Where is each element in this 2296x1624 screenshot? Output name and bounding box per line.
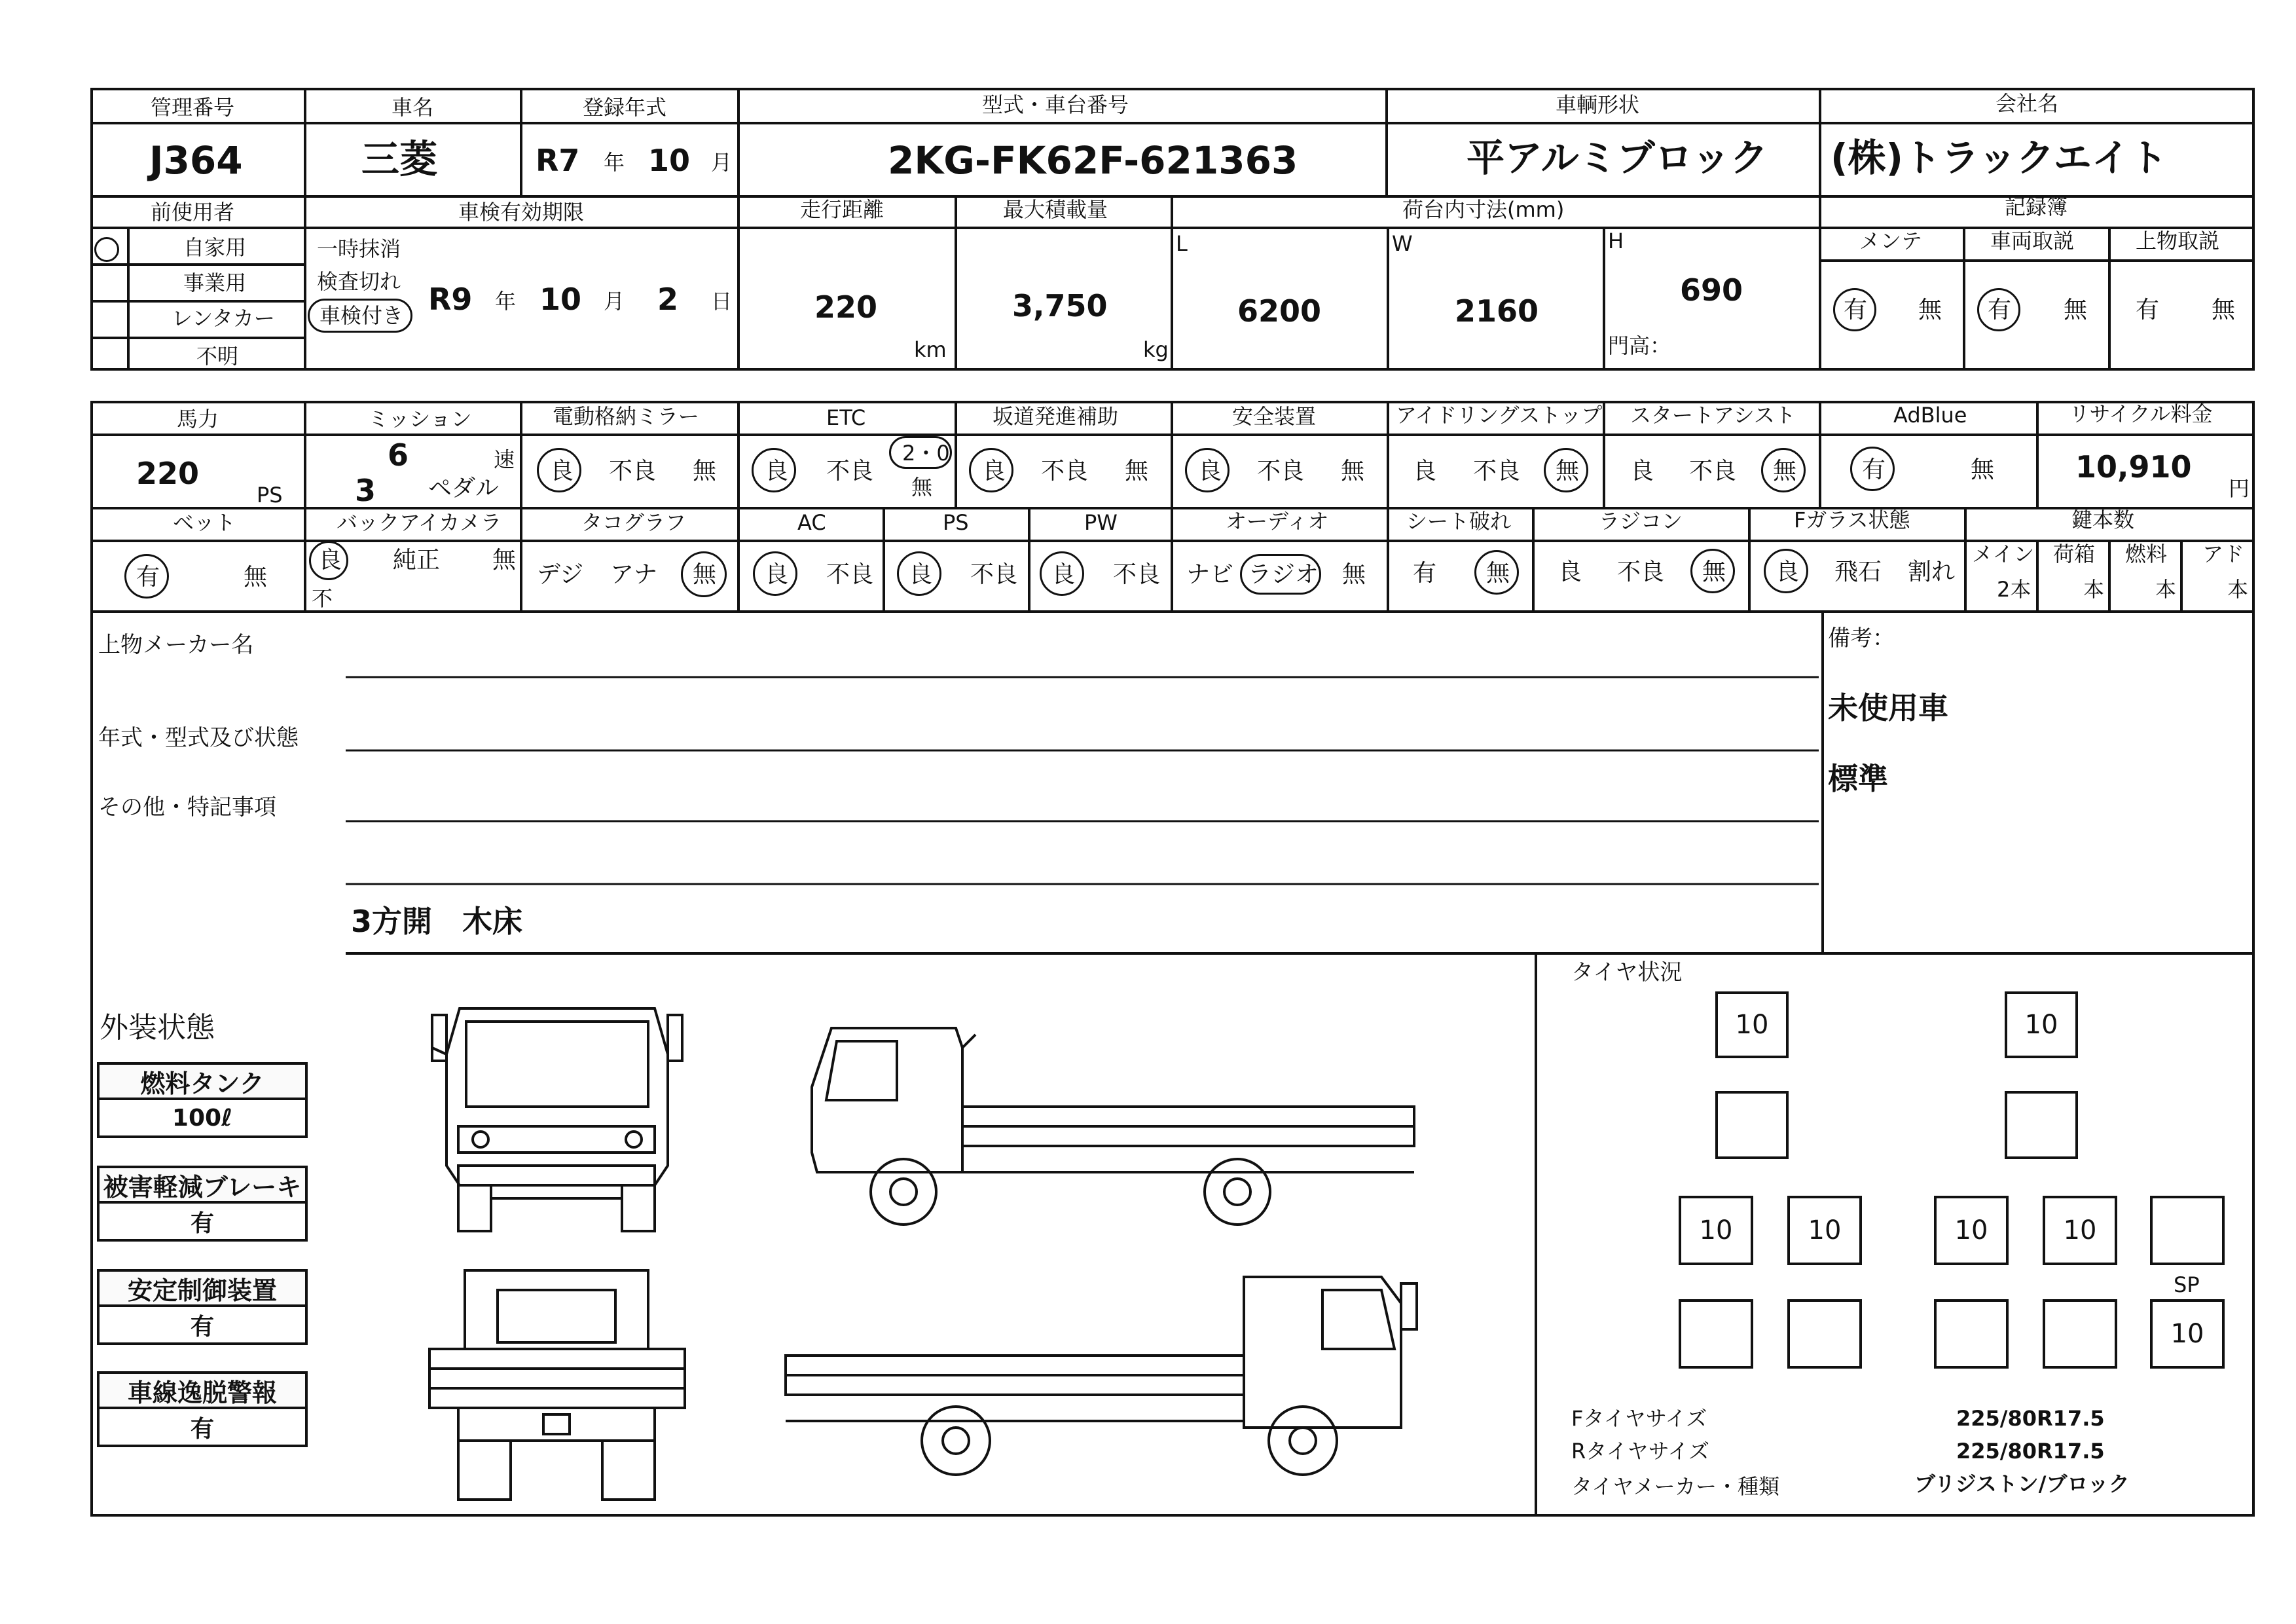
bed-yes: 有 [136, 564, 160, 591]
inspect-year-unit: 年 [495, 289, 517, 314]
hp-value: 220 [136, 456, 200, 491]
idle-bad: 不良 [1473, 458, 1521, 485]
header-ps: PS [943, 510, 969, 535]
record-maint-no: 無 [1918, 297, 1942, 323]
tire-rear-right-inner: 10 [1934, 1196, 2009, 1265]
start-good: 良 [1630, 458, 1654, 485]
mirror-none: 無 [693, 458, 717, 485]
truck-rear-view-drawing [429, 1270, 685, 1500]
recycle-value: 10,910 [2075, 449, 2192, 485]
tire-extra-slot [2150, 1196, 2225, 1265]
car-name-value: 三菱 [361, 137, 438, 181]
inspect-opt-deregistered: 一時抹消 [317, 236, 401, 261]
camera-genuine: 純正 [393, 547, 441, 574]
mileage-value: 220 [814, 289, 878, 325]
inspect-day-value: 2 [657, 282, 679, 317]
tire-rear-left-inner: 10 [1787, 1196, 1862, 1265]
ac-bad: 不良 [826, 561, 874, 588]
mission-speed-value: 6 [388, 437, 409, 473]
header-keys: 鍵本数 [2071, 507, 2135, 532]
header-company: 会社名 [1995, 91, 2059, 116]
inspect-day-unit: 日 [711, 289, 733, 314]
inspect-month-unit: 月 [604, 289, 625, 314]
key-box-count: 本 [2083, 577, 2105, 602]
lane-departure-label: 車線逸脱警報 [97, 1371, 308, 1409]
mileage-unit: km [914, 337, 947, 362]
seat-yes: 有 [1413, 560, 1437, 587]
truck-side-view-2-drawing [786, 1277, 1417, 1475]
cargo-h-label: H [1608, 229, 1624, 253]
header-radio-control: ラジコン [1599, 509, 1683, 534]
prev-user-business: 事業用 [183, 270, 247, 295]
header-body-shape: 車輌形状 [1556, 92, 1640, 117]
key-ad-count: 本 [2227, 577, 2249, 602]
seat-no: 無 [1486, 560, 1510, 587]
tire-rear-right-inner-2 [1934, 1299, 2009, 1369]
fuel-tank-label: 燃料タンク [97, 1062, 308, 1100]
header-mirror: 電動格納ミラー [553, 404, 700, 429]
camera-good: 良 [318, 547, 342, 574]
cargo-w-label: W [1392, 231, 1413, 256]
reg-era-value: R7 [536, 143, 580, 178]
camera-bad: 不 [312, 586, 333, 611]
hp-unit: PS [257, 483, 283, 507]
mission-pedal-value: 3 [355, 473, 376, 508]
camera-none: 無 [492, 547, 517, 574]
adblue-none: 無 [1971, 456, 1995, 483]
tire-rear-right-outer-2 [2043, 1299, 2117, 1369]
key-fuel-label: 燃料 [2125, 542, 2168, 566]
mirror-bad: 不良 [609, 458, 657, 485]
safety-good: 良 [1198, 458, 1222, 485]
key-main-count: 2本 [1997, 577, 2032, 602]
other-notes-label: その他・特記事項 [98, 794, 276, 821]
pw-bad: 不良 [1113, 561, 1161, 588]
glass-good: 良 [1776, 559, 1800, 585]
tire-status-title: タイヤ状況 [1571, 959, 1683, 986]
cargo-w-value: 2160 [1455, 293, 1539, 329]
tire-maker-value: ブリジストン/ブロック [1914, 1471, 2130, 1496]
prev-user-private: 自家用 [183, 235, 247, 260]
collision-brake-label: 被害軽減ブレーキ [97, 1166, 308, 1204]
recycle-unit: 円 [2229, 476, 2250, 501]
key-fuel-count: 本 [2155, 577, 2177, 602]
glass-crack: 割れ [1908, 559, 1956, 585]
idle-good: 良 [1413, 458, 1437, 485]
prev-user-rental: レンタカー [172, 306, 275, 331]
etc-version: 2・0 [902, 441, 950, 466]
mission-pedal-unit: ペダル [428, 475, 500, 502]
tacho-none: 無 [693, 561, 717, 588]
company-value: (株)トラックエイト [1831, 136, 2168, 180]
reg-month-unit: 月 [711, 150, 733, 175]
inspect-opt-expired: 検査切れ [317, 269, 401, 294]
header-mgmt-no: 管理番号 [151, 95, 235, 120]
header-hill-assist: 坂道発進補助 [993, 404, 1119, 429]
tire-rear-left-outer: 10 [1679, 1196, 1753, 1265]
fuel-tank-value: 100ℓ [97, 1100, 308, 1138]
radiocon-good: 良 [1558, 559, 1582, 585]
glass-stone: 飛石 [1834, 559, 1882, 585]
spare-label: SP [2174, 1272, 2200, 1297]
collision-brake-value: 有 [97, 1204, 308, 1242]
audio-radio: ラジオ [1248, 561, 1319, 588]
lane-departure-value: 有 [97, 1409, 308, 1447]
remarks-label: 備考： [1828, 625, 1895, 652]
cargo-l-value: 6200 [1237, 293, 1322, 329]
special-notes-value: 3方開 木床 [351, 904, 523, 939]
truck-front-view-drawing [432, 1008, 682, 1231]
truck-side-view-drawing [812, 1028, 1414, 1225]
cargo-h-value: 690 [1680, 272, 1743, 308]
body-shape-value: 平アルミブロック [1467, 136, 1768, 180]
mission-speed-unit: 速 [494, 447, 515, 472]
ac-good: 良 [765, 561, 789, 588]
key-main-label: メイン [1972, 542, 2035, 566]
header-model-no: 型式・車台番号 [982, 92, 1129, 117]
record-body-label: 上物取説 [2136, 229, 2220, 253]
safety-none: 無 [1341, 458, 1365, 485]
record-body-no: 無 [2212, 297, 2236, 323]
audio-navi: ナビ [1186, 561, 1234, 588]
record-vehicle-label: 車両取説 [1990, 229, 2075, 253]
reg-year-unit: 年 [604, 150, 625, 175]
max-load-value: 3,750 [1012, 288, 1108, 323]
header-back-camera: バックアイカメラ [337, 510, 502, 535]
key-ad-label: アド [2202, 542, 2245, 566]
bed-no: 無 [244, 564, 268, 591]
etc-none: 無 [911, 475, 933, 500]
stability-control-label: 安定制御装置 [97, 1269, 308, 1307]
header-cargo-size: 荷台内寸法(mm) [1402, 197, 1565, 222]
max-load-unit: kg [1143, 337, 1169, 362]
header-seat-tear: シート破れ [1406, 509, 1512, 534]
header-inspection: 車検有効期限 [458, 200, 585, 225]
safety-bad: 不良 [1257, 458, 1305, 485]
inspect-era-value: R9 [428, 282, 473, 317]
header-reg-year: 登録年式 [583, 95, 667, 120]
reg-month-value: 10 [648, 143, 691, 178]
adblue-yes: 有 [1862, 456, 1886, 483]
record-vehicle-yes: 有 [1988, 297, 2012, 323]
etc-good: 良 [765, 458, 789, 485]
body-maker-label: 上物メーカー名 [98, 632, 254, 658]
header-ac: AC [797, 510, 826, 535]
record-vehicle-no: 無 [2064, 297, 2088, 323]
header-record-book: 記録簿 [2005, 194, 2068, 219]
f-tire-size-value: 225/80R17.5 [1956, 1406, 2105, 1431]
header-bed: ベット [173, 510, 236, 535]
start-none: 無 [1773, 458, 1797, 485]
hill-none: 無 [1125, 458, 1149, 485]
model-no-value: 2KG-FK62F-621363 [888, 138, 1298, 183]
tire-front-left-inner [1715, 1091, 1789, 1159]
hill-bad: 不良 [1041, 458, 1089, 485]
tire-maker-label: タイヤメーカー・種類 [1571, 1474, 1780, 1499]
record-body-yes: 有 [2136, 297, 2160, 323]
tire-rear-left-outer-2 [1679, 1299, 1753, 1369]
inspect-month-value: 10 [539, 282, 582, 317]
header-start-assist: スタートアシスト [1630, 403, 1796, 428]
year-model-label: 年式・型式及び状態 [98, 725, 299, 751]
header-safety: 安全装置 [1232, 404, 1317, 429]
header-idle-stop: アイドリングストップ [1396, 403, 1603, 428]
radiocon-none: 無 [1702, 559, 1726, 585]
inspect-opt-valid: 車検付き [319, 303, 404, 328]
remark-unused: 未使用車 [1828, 690, 1948, 726]
tire-front-left: 10 [1715, 991, 1789, 1058]
prev-user-unknown: 不明 [196, 344, 239, 369]
tire-front-right-inner [2005, 1091, 2078, 1159]
header-mission: ミッション [368, 407, 472, 432]
mgmt-no-value: J364 [149, 138, 243, 183]
mirror-good: 良 [550, 458, 574, 485]
exterior-title: 外装状態 [100, 1011, 215, 1044]
header-horsepower: 馬力 [177, 407, 219, 432]
start-bad: 不良 [1689, 458, 1737, 485]
cargo-l-label: L [1176, 231, 1188, 256]
pw-good: 良 [1051, 561, 1076, 588]
tire-rear-right-outer: 10 [2043, 1196, 2117, 1265]
f-tire-size-label: Fタイヤサイズ [1571, 1406, 1707, 1431]
ps-good: 良 [909, 561, 933, 588]
header-mileage: 走行距離 [800, 197, 884, 222]
header-adblue: AdBlue [1893, 403, 1967, 428]
audio-none: 無 [1342, 561, 1366, 588]
r-tire-size-value: 225/80R17.5 [1956, 1439, 2105, 1464]
header-prev-user: 前使用者 [151, 200, 235, 225]
tacho-analog: アナ [610, 561, 658, 588]
idle-none: 無 [1556, 458, 1580, 485]
remark-standard: 標準 [1828, 761, 1888, 796]
key-box-label: 荷箱 [2053, 542, 2096, 566]
header-max-load: 最大積載量 [1003, 197, 1108, 222]
header-tachograph: タコグラフ [581, 510, 687, 535]
tire-spare: 10 [2150, 1299, 2225, 1369]
header-recycle: リサイクル料金 [2069, 401, 2213, 426]
tacho-digital: デジ [537, 561, 584, 588]
record-maint-label: メンテ [1859, 229, 1923, 253]
header-audio: オーディオ [1226, 509, 1329, 534]
record-maint-yes: 有 [1844, 297, 1868, 323]
r-tire-size-label: Rタイヤサイズ [1571, 1439, 1710, 1464]
radiocon-bad: 不良 [1617, 559, 1665, 585]
stability-control-value: 有 [97, 1307, 308, 1345]
header-car-name: 車名 [392, 95, 434, 120]
header-etc: ETC [826, 405, 866, 430]
header-glass: Fガラス状態 [1794, 507, 1910, 532]
ps-bad: 不良 [970, 561, 1018, 588]
hill-good: 良 [982, 458, 1006, 485]
etc-bad: 不良 [826, 458, 874, 485]
header-pw: PW [1084, 510, 1118, 535]
tire-front-right: 10 [2005, 991, 2078, 1058]
gate-height-label: 門高： [1608, 333, 1671, 358]
tire-rear-left-inner-2 [1787, 1299, 1862, 1369]
